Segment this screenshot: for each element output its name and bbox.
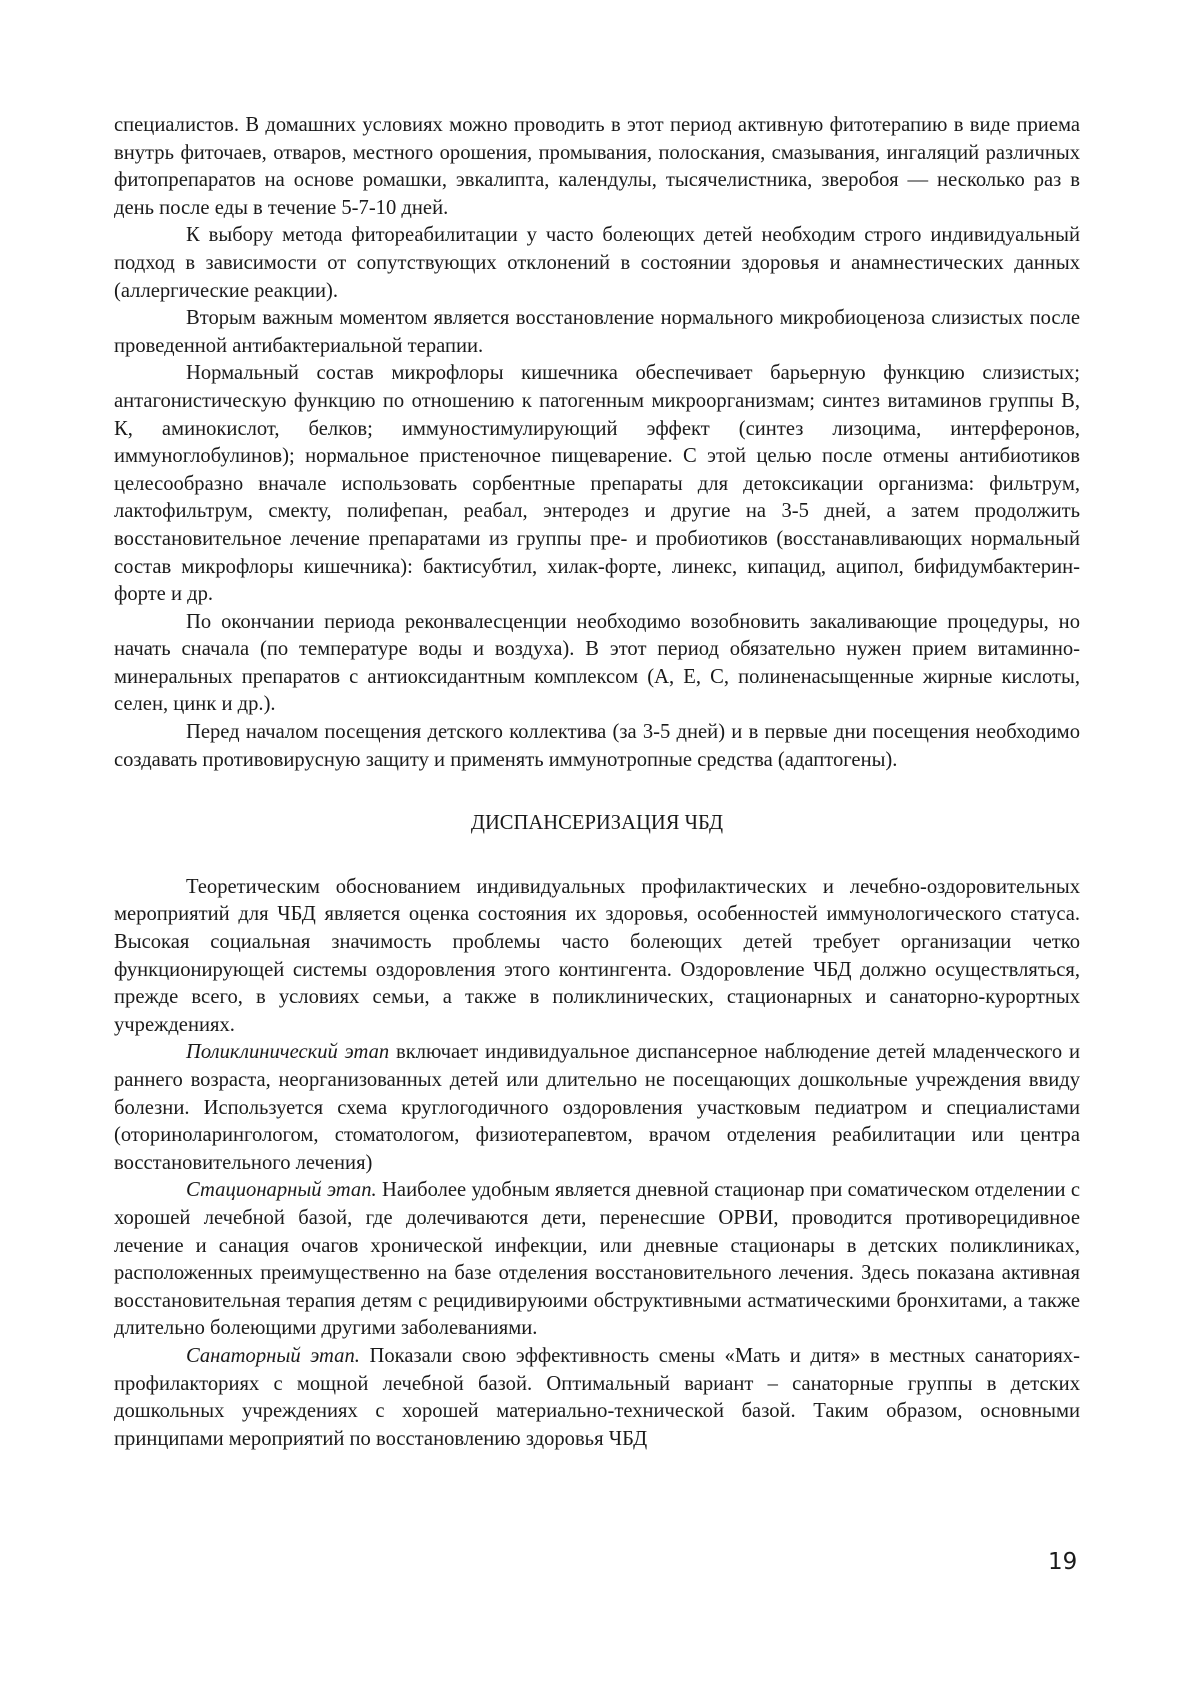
paragraph-microbiocenosis: Вторым важным моментом является восстановление нормального микробиоценоза слизистых после проведенной антибактериальной терапии.: [114, 307, 1080, 357]
paragraph-phytorehab: К выбору метода фитореабилитации у часто болеющих детей необходим строго индивидуальный подход в зависимости от сопутствующих отклонений в состоянии здоровья и анамнестических данных (аллергические реакции).: [114, 224, 1080, 302]
paragraph-polyclinic-stage: [114, 1039, 1080, 1177]
document-page: [114, 112, 1080, 1453]
paragraph-continuation: специалистов. В домашних условиях можно проводить в этот период активную фитотерапию в виде приема внутрь фиточаев, отваров, местного орошения, промывания, полоскания, смазывания, ингаляций различных фитопрепаратов на основе ромашки, эвкалипта, календулы, тысячелистника, зверобоя — несколько раз в день после еды в течение 5-7-10 дней.: [114, 114, 1080, 219]
stage-lead-sanatorium: Санаторный этап.: [186, 1344, 360, 1367]
stage-text-inpatient: Наиболее удобным является дневной стационар при соматическом отделении с хорошей лечебной базой, где долечиваются дети, перенесшие ОРВИ, проводится противорецидивное лечение и санация очагов хронической инфекции, или дневные стационары в детских поликлиниках, расположенных преимущественно на базе отделения восстановительного лечения. Здесь показана активная восстановительная терапия детям с рецидивируюими обструктивными астматическими бронхитами, а также длительно болеющими другими заболеваниями.: [114, 1179, 1080, 1340]
paragraph-microflora: Нормальный состав микрофлоры кишечника обеспечивает барьерную функцию слизистых; антагонистическую функцию по отношению к патогенным микроорганизмам; синтез витаминов группы В, К, аминокислот, белков; иммуностимулирующий эффект (синтез лизоцима, интерферонов, иммуноглобулинов); нормальное пристеночное пищеварение. С этой целью после отмены антибиотиков целесообразно вначале использовать сорбентные препараты для детоксикации организма: фильтрум, лактофильтрум, смекту, полифепан, реабал, энтеродез и другие на 3-5 дней, а затем продолжить восстановительное лечение препаратами из группы пре- и пробиотиков (восстанавливающих нормальный состав микрофлоры кишечника): бактисубтил, хилак-форте, линекс, кипацид, аципол, бифидумбактерин-форте и др.: [114, 362, 1080, 606]
stage-text-polyclinic: включает индивидуальное диспансерное наблюдение детей младенческого и раннего возраста, неорганизованных детей или длительно не посещающих дошкольные учреждения ввиду болезни. Используется схема круглогодичного оздоровления участковым педиатром и специалистами (оториноларингологом, стоматологом, физиотерапевтом, врачом отделения реабилитации или центра восстановительного лечения): [114, 1041, 1080, 1174]
paragraph-reconvalescence: По окончании периода реконвалесценции необходимо возобновить закаливающие процедуры, но начать сначала (по температуре воды и воздуха). В этот период обязательно нужен прием витаминно-минеральных препаратов с антиоксидантным комплексом (А, Е, С, полиненасыщенные жирные кислоты, селен, цинк и др.).: [114, 610, 1080, 716]
paragraph-sanatorium-stage: [114, 1343, 1080, 1453]
page-number: 19: [1048, 1549, 1078, 1575]
stage-lead-inpatient: Стационарный этап.: [186, 1179, 377, 1202]
stage-text-sanatorium: Показали свою эффективность смены «Мать и дитя» в местных санаториях-профилакториях с мощной лечебной базой. Оптимальный вариант – санаторные группы в детских дошкольных учреждениях с хорошей материально-технической базой. Таким образом, основными принципами мероприятий по восстановлению здоровья ЧБД: [114, 1344, 1081, 1450]
paragraph-intro: Теоретическим обоснованием индивидуальных профилактических и лечебно-оздоровительных мероприятий для ЧБД является оценка состояния их здоровья, особенностей иммунологического статуса. Высокая социальная значимость проблемы часто болеющих детей требует организации четко функционирующей системы оздоровления этого контингента. Оздоровление ЧБД должно осуществляться, прежде всего, в условиях семьи, а также в поликлинических, стационарных и санаторно-курортных учреждениях.: [114, 875, 1080, 1036]
paragraph-inpatient-stage: [114, 1177, 1080, 1343]
paragraph-collective: Перед началом посещения детского коллектива (за 3-5 дней) и в первые дни посещения необходимо создавать противовирусную защиту и применять иммунотропные средства (адаптогены).: [114, 721, 1080, 771]
stage-lead-polyclinic: Поликлинический этап: [186, 1041, 390, 1064]
section-heading: ДИСПАНСЕРИЗАЦИЯ ЧБД: [470, 812, 724, 835]
